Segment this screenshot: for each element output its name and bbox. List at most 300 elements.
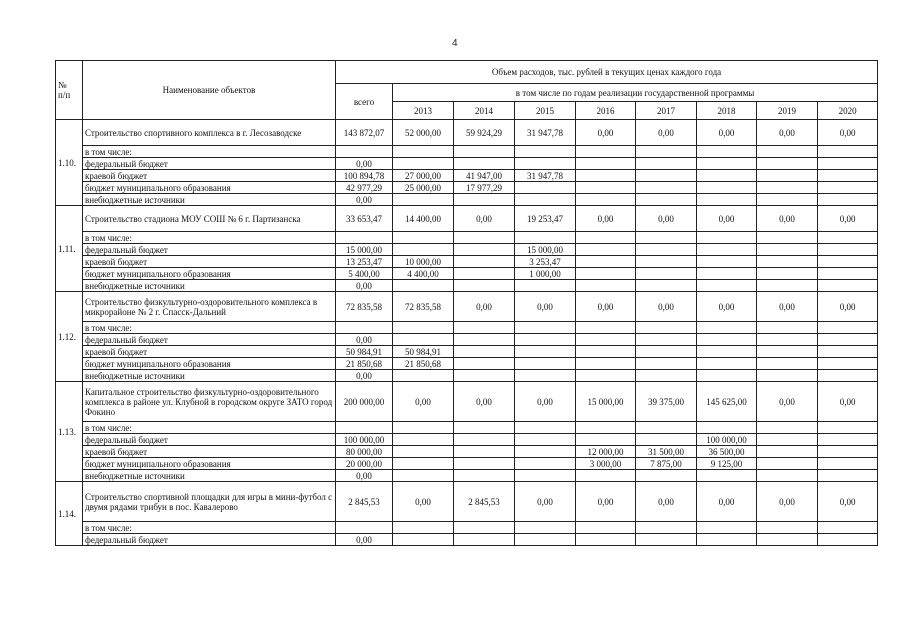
object-name: Строительство стадиона МОУ СОШ № 6 г. Партизанска	[83, 206, 336, 232]
year-cell	[757, 458, 818, 470]
year-cell	[515, 358, 576, 370]
year-cell: 25 000,00	[393, 182, 454, 194]
year-cell	[697, 244, 757, 256]
year-cell	[576, 470, 636, 482]
year-cell	[454, 244, 515, 256]
total-cell	[336, 422, 393, 434]
funding-source: бюджет муниципального образования	[83, 182, 336, 194]
year-cell	[757, 322, 818, 334]
year-cell	[515, 280, 576, 292]
year-cell	[454, 522, 515, 534]
year-cell	[757, 422, 818, 434]
year-cell	[697, 346, 757, 358]
year-cell	[636, 244, 697, 256]
year-cell	[818, 170, 878, 182]
year-cell: 0,00	[818, 482, 878, 522]
year-cell: 0,00	[576, 120, 636, 146]
funding-row	[56, 434, 878, 446]
total-cell: 100 894,78	[336, 170, 393, 182]
year-cell	[393, 158, 454, 170]
funding-row	[56, 232, 878, 244]
year-cell: 31 500,00	[636, 446, 697, 458]
year-cell	[757, 534, 818, 546]
total-cell: 100 000,00	[336, 434, 393, 446]
year-cell: 0,00	[818, 206, 878, 232]
year-cell	[757, 280, 818, 292]
year-cell	[757, 158, 818, 170]
year-cell	[818, 280, 878, 292]
year-cell: 0,00	[697, 206, 757, 232]
total-cell: 13 253,47	[336, 256, 393, 268]
year-cell	[697, 358, 757, 370]
year-cell	[818, 232, 878, 244]
header-year: 2015	[515, 102, 576, 120]
year-cell	[515, 522, 576, 534]
year-cell	[818, 256, 878, 268]
year-cell	[757, 256, 818, 268]
funding-row	[56, 422, 878, 434]
funding-row	[56, 458, 878, 470]
year-cell	[576, 256, 636, 268]
year-cell	[818, 334, 878, 346]
funding-row	[56, 522, 878, 534]
year-cell	[636, 146, 697, 158]
total-cell: 20 000,00	[336, 458, 393, 470]
year-cell	[515, 534, 576, 546]
year-cell: 0,00	[757, 482, 818, 522]
total-cell	[336, 232, 393, 244]
year-cell	[697, 232, 757, 244]
year-cell	[393, 334, 454, 346]
year-cell	[393, 422, 454, 434]
year-cell: 3 253,47	[515, 256, 576, 268]
year-cell	[697, 268, 757, 280]
year-cell	[393, 322, 454, 334]
year-cell: 0,00	[576, 482, 636, 522]
year-cell: 0,00	[393, 482, 454, 522]
year-cell	[636, 256, 697, 268]
year-cell	[636, 170, 697, 182]
funding-row	[56, 534, 878, 546]
funding-row	[56, 334, 878, 346]
year-cell	[818, 358, 878, 370]
year-cell: 0,00	[757, 292, 818, 322]
funding-source: федеральный бюджет	[83, 158, 336, 170]
funding-source: внебюджетные источники	[83, 280, 336, 292]
total-cell: 0,00	[336, 470, 393, 482]
year-cell	[454, 346, 515, 358]
year-cell: 27 000,00	[393, 170, 454, 182]
year-cell	[636, 434, 697, 446]
funding-row	[56, 280, 878, 292]
year-cell	[757, 268, 818, 280]
year-cell: 0,00	[818, 120, 878, 146]
year-cell	[454, 256, 515, 268]
total-cell: 0,00	[336, 280, 393, 292]
funding-source: краевой бюджет	[83, 446, 336, 458]
funding-row	[56, 256, 878, 268]
funding-source: внебюджетные источники	[83, 370, 336, 382]
funding-source: федеральный бюджет	[83, 244, 336, 256]
year-cell	[818, 534, 878, 546]
year-cell: 0,00	[757, 120, 818, 146]
total-cell: 5 400,00	[336, 268, 393, 280]
funding-source: бюджет муниципального образования	[83, 268, 336, 280]
year-cell	[454, 280, 515, 292]
total-cell: 42 977,29	[336, 182, 393, 194]
year-cell	[697, 334, 757, 346]
total-cell: 0,00	[336, 158, 393, 170]
year-cell: 15 000,00	[515, 244, 576, 256]
year-cell	[818, 158, 878, 170]
year-cell	[636, 158, 697, 170]
year-cell	[576, 182, 636, 194]
year-cell	[515, 322, 576, 334]
year-cell	[757, 522, 818, 534]
object-row	[56, 382, 878, 422]
year-cell	[636, 182, 697, 194]
total-cell: 0,00	[336, 194, 393, 206]
year-cell	[818, 194, 878, 206]
year-cell	[393, 232, 454, 244]
year-cell	[818, 268, 878, 280]
total-cell: 80 000,00	[336, 446, 393, 458]
year-cell: 17 977,29	[454, 182, 515, 194]
year-cell	[576, 370, 636, 382]
year-cell	[636, 194, 697, 206]
funding-row	[56, 146, 878, 158]
year-cell	[636, 522, 697, 534]
row-number: 1.12.	[56, 292, 83, 382]
year-cell: 0,00	[697, 482, 757, 522]
year-cell	[515, 458, 576, 470]
funding-source: в том числе:	[83, 232, 336, 244]
year-cell	[757, 244, 818, 256]
year-cell	[576, 170, 636, 182]
year-cell	[576, 244, 636, 256]
total-cell: 72 835,58	[336, 292, 393, 322]
funding-row	[56, 322, 878, 334]
year-cell	[576, 158, 636, 170]
object-name: Строительство физкультурно-оздоровительного комплекса в микрорайоне № 2 г. Спасск-Дальний	[83, 292, 336, 322]
year-cell	[818, 422, 878, 434]
year-cell: 0,00	[697, 292, 757, 322]
year-cell	[454, 434, 515, 446]
year-cell	[818, 458, 878, 470]
year-cell: 36 500,00	[697, 446, 757, 458]
year-cell	[757, 146, 818, 158]
year-cell	[393, 244, 454, 256]
funding-source: в том числе:	[83, 146, 336, 158]
row-number: 1.14.	[56, 482, 83, 546]
year-cell: 0,00	[454, 292, 515, 322]
year-cell	[576, 268, 636, 280]
total-cell: 15 000,00	[336, 244, 393, 256]
year-cell	[636, 346, 697, 358]
year-cell: 52 000,00	[393, 120, 454, 146]
total-cell: 200 000,00	[336, 382, 393, 422]
year-cell: 31 947,78	[515, 120, 576, 146]
year-cell: 0,00	[515, 382, 576, 422]
year-cell	[515, 158, 576, 170]
year-cell	[515, 146, 576, 158]
year-cell	[576, 194, 636, 206]
funding-source: внебюджетные источники	[83, 470, 336, 482]
year-cell: 1 000,00	[515, 268, 576, 280]
year-cell	[697, 280, 757, 292]
year-cell	[818, 434, 878, 446]
year-cell	[393, 446, 454, 458]
year-cell	[515, 470, 576, 482]
year-cell	[454, 458, 515, 470]
funding-row	[56, 170, 878, 182]
total-cell: 0,00	[336, 370, 393, 382]
year-cell: 0,00	[576, 206, 636, 232]
row-number: 1.10.	[56, 120, 83, 206]
year-cell: 0,00	[515, 292, 576, 322]
funding-source: федеральный бюджет	[83, 534, 336, 546]
year-cell: 19 253,47	[515, 206, 576, 232]
year-cell	[393, 522, 454, 534]
year-cell	[697, 256, 757, 268]
year-cell	[697, 534, 757, 546]
year-cell	[454, 146, 515, 158]
year-cell	[818, 370, 878, 382]
year-cell	[757, 346, 818, 358]
year-cell	[697, 194, 757, 206]
header-year: 2016	[576, 102, 636, 120]
year-cell	[818, 346, 878, 358]
total-cell: 143 872,07	[336, 120, 393, 146]
year-cell	[818, 182, 878, 194]
funding-source: в том числе:	[83, 522, 336, 534]
funding-source: федеральный бюджет	[83, 434, 336, 446]
year-cell	[697, 322, 757, 334]
page-number: 4	[452, 38, 458, 49]
funding-source: краевой бюджет	[83, 170, 336, 182]
year-cell	[515, 232, 576, 244]
year-cell	[454, 194, 515, 206]
year-cell	[757, 358, 818, 370]
year-cell	[697, 522, 757, 534]
year-cell	[576, 434, 636, 446]
year-cell: 2 845,53	[454, 482, 515, 522]
year-cell	[454, 322, 515, 334]
year-cell	[393, 370, 454, 382]
year-cell	[454, 334, 515, 346]
funding-source: краевой бюджет	[83, 256, 336, 268]
year-cell	[818, 446, 878, 458]
year-cell	[636, 470, 697, 482]
year-cell	[757, 170, 818, 182]
row-number: 1.11.	[56, 206, 83, 292]
year-cell: 0,00	[636, 206, 697, 232]
year-cell	[757, 232, 818, 244]
year-cell	[515, 434, 576, 446]
header-year: 2013	[393, 102, 454, 120]
year-cell: 7 875,00	[636, 458, 697, 470]
year-cell	[697, 158, 757, 170]
year-cell	[697, 182, 757, 194]
year-cell: 50 984,91	[393, 346, 454, 358]
total-cell	[336, 322, 393, 334]
header-year: 2018	[697, 102, 757, 120]
year-cell	[515, 334, 576, 346]
budget-table	[55, 60, 878, 546]
object-name: Капитальное строительство физкультурно-оздоровительного комплекса в районе ул. Клубной в городском округе ЗАТО город Фокино	[83, 382, 336, 422]
year-cell	[757, 446, 818, 458]
year-cell: 41 947,00	[454, 170, 515, 182]
year-cell	[576, 358, 636, 370]
year-cell: 0,00	[454, 206, 515, 232]
year-cell: 39 375,00	[636, 382, 697, 422]
year-cell	[636, 534, 697, 546]
row-number: 1.13.	[56, 382, 83, 482]
year-cell	[393, 194, 454, 206]
object-row	[56, 292, 878, 322]
funding-source: в том числе:	[83, 422, 336, 434]
object-name: Строительство спортивного комплекса в г. Лесозаводске	[83, 120, 336, 146]
year-cell: 21 850,68	[393, 358, 454, 370]
year-cell	[757, 194, 818, 206]
year-cell: 0,00	[636, 482, 697, 522]
year-cell	[757, 370, 818, 382]
header-num: № п/п	[56, 61, 83, 120]
year-cell	[576, 522, 636, 534]
total-cell: 21 850,68	[336, 358, 393, 370]
year-cell: 9 125,00	[697, 458, 757, 470]
funding-source: федеральный бюджет	[83, 334, 336, 346]
object-row	[56, 482, 878, 522]
year-cell	[576, 232, 636, 244]
year-cell: 0,00	[818, 292, 878, 322]
funding-row	[56, 346, 878, 358]
header-volume: Объем расходов, тыс. рублей в текущих ценах каждого года	[336, 61, 878, 84]
year-cell: 15 000,00	[576, 382, 636, 422]
year-cell	[697, 146, 757, 158]
funding-row	[56, 158, 878, 170]
year-cell	[576, 280, 636, 292]
year-cell	[636, 422, 697, 434]
header-total: всего	[336, 84, 393, 120]
header-year: 2017	[636, 102, 697, 120]
header-by-years: в том числе по годам реализации государственной программы	[393, 84, 878, 102]
year-cell: 0,00	[636, 120, 697, 146]
year-cell: 14 400,00	[393, 206, 454, 232]
year-cell: 0,00	[757, 206, 818, 232]
year-cell	[576, 334, 636, 346]
total-cell: 33 653,47	[336, 206, 393, 232]
header-year: 2020	[818, 102, 878, 120]
year-cell: 0,00	[576, 292, 636, 322]
year-cell	[393, 280, 454, 292]
year-cell	[757, 182, 818, 194]
year-cell: 59 924,29	[454, 120, 515, 146]
year-cell: 31 947,78	[515, 170, 576, 182]
year-cell	[576, 346, 636, 358]
year-cell	[576, 534, 636, 546]
funding-source: внебюджетные источники	[83, 194, 336, 206]
year-cell: 10 000,00	[393, 256, 454, 268]
header-name: Наименование объектов	[83, 61, 336, 120]
object-row	[56, 206, 878, 232]
year-cell	[454, 446, 515, 458]
funding-row	[56, 268, 878, 280]
total-cell: 50 984,91	[336, 346, 393, 358]
year-cell	[636, 232, 697, 244]
total-cell: 0,00	[336, 534, 393, 546]
funding-source: бюджет муниципального образования	[83, 358, 336, 370]
year-cell	[515, 446, 576, 458]
year-cell	[393, 458, 454, 470]
year-cell	[454, 422, 515, 434]
year-cell	[818, 522, 878, 534]
funding-source: в том числе:	[83, 322, 336, 334]
total-cell: 0,00	[336, 334, 393, 346]
year-cell	[454, 158, 515, 170]
funding-row	[56, 370, 878, 382]
year-cell	[636, 334, 697, 346]
year-cell	[454, 358, 515, 370]
year-cell	[636, 280, 697, 292]
year-cell	[697, 170, 757, 182]
year-cell	[454, 232, 515, 244]
year-cell	[697, 370, 757, 382]
year-cell: 0,00	[636, 292, 697, 322]
year-cell: 100 000,00	[697, 434, 757, 446]
year-cell	[576, 146, 636, 158]
year-cell: 0,00	[757, 382, 818, 422]
year-cell	[818, 322, 878, 334]
year-cell	[818, 146, 878, 158]
funding-source: краевой бюджет	[83, 346, 336, 358]
year-cell	[636, 358, 697, 370]
funding-row	[56, 446, 878, 458]
year-cell	[818, 244, 878, 256]
year-cell	[818, 470, 878, 482]
year-cell: 145 625,00	[697, 382, 757, 422]
year-cell	[515, 194, 576, 206]
funding-row	[56, 182, 878, 194]
year-cell	[515, 182, 576, 194]
year-cell	[515, 370, 576, 382]
header-year: 2014	[454, 102, 515, 120]
year-cell	[576, 422, 636, 434]
total-cell	[336, 146, 393, 158]
funding-row	[56, 470, 878, 482]
funding-row	[56, 358, 878, 370]
funding-row	[56, 194, 878, 206]
year-cell: 0,00	[818, 382, 878, 422]
year-cell	[636, 322, 697, 334]
year-cell: 0,00	[697, 120, 757, 146]
year-cell	[393, 434, 454, 446]
year-cell	[757, 470, 818, 482]
year-cell	[393, 146, 454, 158]
year-cell: 4 400,00	[393, 268, 454, 280]
year-cell	[454, 534, 515, 546]
year-cell	[576, 322, 636, 334]
year-cell	[393, 470, 454, 482]
year-cell	[515, 422, 576, 434]
year-cell	[515, 346, 576, 358]
year-cell	[757, 434, 818, 446]
year-cell	[697, 422, 757, 434]
funding-row	[56, 244, 878, 256]
year-cell	[454, 268, 515, 280]
header-year: 2019	[757, 102, 818, 120]
funding-source: бюджет муниципального образования	[83, 458, 336, 470]
